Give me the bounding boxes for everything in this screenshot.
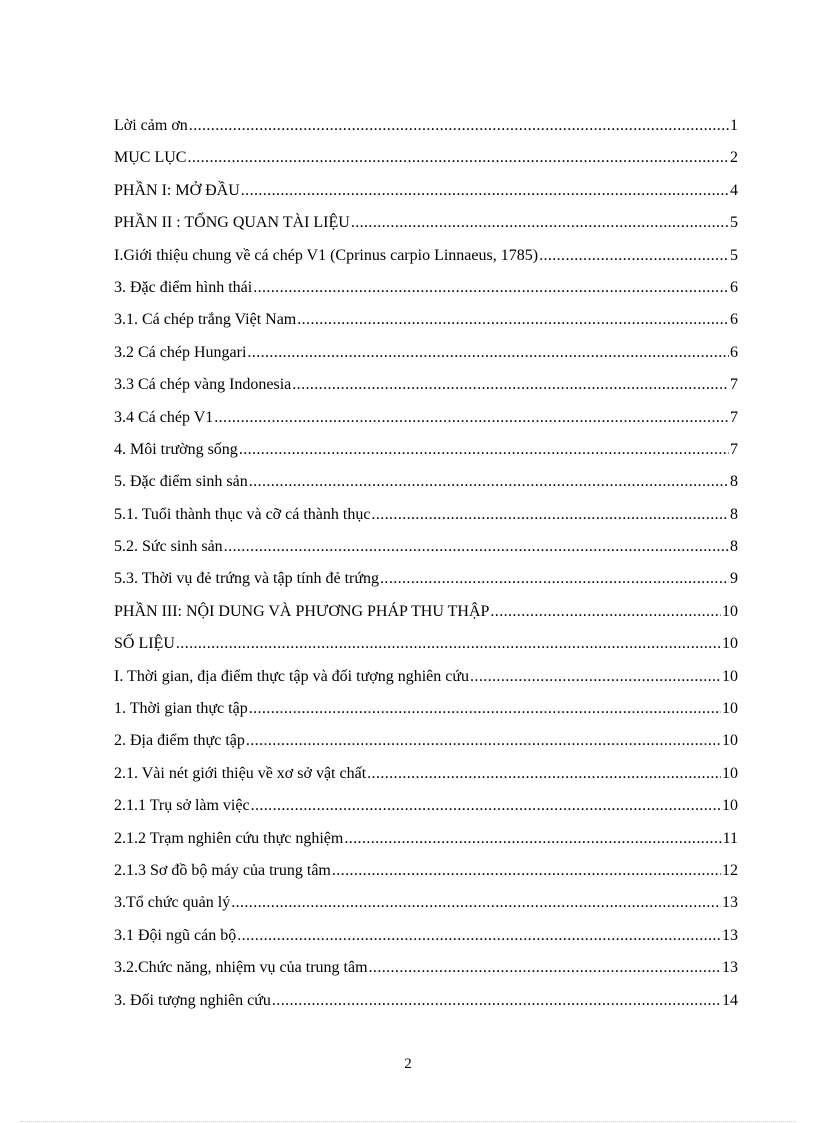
toc-entry-page: 8 xyxy=(729,466,738,498)
toc-entry-title: 5.2. Sức sinh sản xyxy=(114,531,224,563)
toc-entry-page: 10 xyxy=(721,693,738,725)
toc-entry-title: 2.1.1 Trụ sở làm việc xyxy=(114,790,251,822)
toc-entry-moi-truong-song[interactable] xyxy=(114,434,738,466)
toc-dot-leader xyxy=(490,596,721,628)
toc-dot-leader xyxy=(539,240,729,272)
toc-entry-dac-diem-sinh-san[interactable] xyxy=(114,466,738,498)
toc-entry-page: 6 xyxy=(729,337,738,369)
toc-entry-title: PHẦN III: NỘI DUNG VÀ PHƯƠNG PHÁP THU THẬP xyxy=(114,596,490,628)
toc-entry-page: 7 xyxy=(729,369,738,401)
toc-entry-tru-so[interactable] xyxy=(114,790,738,822)
toc-entry-page: 10 xyxy=(721,758,738,790)
toc-dot-leader xyxy=(241,175,729,207)
toc-entry-thoi-vu-de-trung[interactable] xyxy=(114,563,738,595)
toc-entry-page: 12 xyxy=(721,855,738,887)
toc-entry-page: 10 xyxy=(721,661,738,693)
toc-entry-gioi-thieu[interactable] xyxy=(114,240,738,272)
toc-dot-leader xyxy=(231,887,721,919)
toc-entry-ca-chep-vang[interactable] xyxy=(114,369,738,401)
toc-entry-page: 4 xyxy=(729,175,738,207)
toc-dot-leader xyxy=(247,337,729,369)
toc-entry-page: 13 xyxy=(721,952,738,984)
page-number: 2 xyxy=(404,1056,412,1072)
toc-dot-leader xyxy=(189,110,729,142)
toc-entry-doi-tuong-nghien-cuu[interactable] xyxy=(114,985,738,1017)
toc-dot-leader xyxy=(249,693,721,725)
toc-dot-leader xyxy=(239,434,729,466)
toc-entry-title: 5.1. Tuổi thành thục và cỡ cá thành thục xyxy=(114,499,371,531)
toc-dot-leader xyxy=(344,823,721,855)
toc-dot-leader xyxy=(246,725,721,757)
table-of-contents xyxy=(114,110,738,1017)
toc-entry-page: 1 xyxy=(729,110,738,142)
toc-entry-page: 5 xyxy=(729,207,738,239)
toc-dot-leader xyxy=(237,920,721,952)
toc-entry-title: 3.2.Chức năng, nhiệm vụ của trung tâm xyxy=(114,952,369,984)
toc-entry-loi-cam-on[interactable] xyxy=(114,110,738,142)
toc-dot-leader xyxy=(214,402,729,434)
toc-entry-dac-diem-hinh-thai[interactable] xyxy=(114,272,738,304)
toc-entry-page: 14 xyxy=(721,985,738,1017)
toc-entry-page: 7 xyxy=(729,402,738,434)
toc-entry-tuoi-thanh-thuc[interactable] xyxy=(114,499,738,531)
toc-entry-page: 6 xyxy=(729,272,738,304)
toc-entry-title: 4. Môi trường sống xyxy=(114,434,239,466)
toc-entry-phan-3[interactable] xyxy=(114,596,738,628)
toc-entry-title: 2.1.3 Sơ đồ bộ máy của trung tâm xyxy=(114,855,332,887)
toc-entry-ca-chep-v1[interactable] xyxy=(114,402,738,434)
toc-dot-leader xyxy=(367,758,721,790)
toc-entry-title: PHẦN II : TỔNG QUAN TÀI LIỆU xyxy=(114,207,351,239)
toc-entry-so-do-bo-may[interactable] xyxy=(114,855,738,887)
toc-entry-title: 3.2 Cá chép Hungari xyxy=(114,337,247,369)
toc-entry-page: 10 xyxy=(721,628,738,660)
toc-entry-title: 3. Đối tượng nghiên cứu xyxy=(114,985,272,1017)
toc-entry-suc-sinh-san[interactable] xyxy=(114,531,738,563)
toc-entry-to-chuc-quan-ly[interactable] xyxy=(114,887,738,919)
toc-entry-page: 6 xyxy=(729,304,738,336)
toc-entry-page: 13 xyxy=(721,887,738,919)
toc-dot-leader xyxy=(369,952,721,984)
toc-dot-leader xyxy=(470,661,721,693)
toc-entry-title: Lời cảm ơn xyxy=(114,110,189,142)
toc-entry-dia-diem-thuc-tap[interactable] xyxy=(114,725,738,757)
toc-dot-leader xyxy=(253,272,729,304)
toc-entry-title: 3.3 Cá chép vàng Indonesia xyxy=(114,369,292,401)
toc-dot-leader xyxy=(272,985,721,1017)
toc-entry-co-so-vat-chat[interactable] xyxy=(114,758,738,790)
toc-entry-page: 13 xyxy=(721,920,738,952)
toc-entry-thoi-gian-dia-diem[interactable] xyxy=(114,661,738,693)
toc-entry-title: 3.Tổ chức quản lý xyxy=(114,887,231,919)
toc-dot-leader xyxy=(351,207,729,239)
toc-entry-title: SỐ LIỆU xyxy=(114,628,176,660)
toc-dot-leader xyxy=(251,790,721,822)
toc-entry-title: 2.1.2 Trạm nghiên cứu thực nghiệm xyxy=(114,823,344,855)
toc-entry-title: I.Giới thiệu chung về cá chép V1 (Cprinus carpio Linnaeus, 1785) xyxy=(114,240,539,272)
toc-entry-page: 10 xyxy=(721,596,738,628)
toc-dot-leader xyxy=(332,855,721,887)
toc-entry-title: 2.1. Vài nét giới thiệu về xơ sở vật chất xyxy=(114,758,367,790)
toc-entry-page: 10 xyxy=(721,725,738,757)
toc-entry-ca-chep-trang[interactable] xyxy=(114,304,738,336)
toc-entry-ca-chep-hungari[interactable] xyxy=(114,337,738,369)
toc-entry-doi-ngu-can-bo[interactable] xyxy=(114,920,738,952)
toc-dot-leader xyxy=(297,304,729,336)
page-divider xyxy=(20,1121,796,1122)
toc-entry-title: 3.4 Cá chép V1 xyxy=(114,402,214,434)
toc-entry-thoi-gian-thuc-tap[interactable] xyxy=(114,693,738,725)
toc-entry-title: PHẦN I: MỞ ĐẦU xyxy=(114,175,241,207)
toc-entry-title: 3.1. Cá chép trắng Việt Nam xyxy=(114,304,297,336)
toc-entry-page: 10 xyxy=(721,790,738,822)
toc-dot-leader xyxy=(187,142,729,174)
toc-entry-page: 5 xyxy=(729,240,738,272)
toc-entry-title: 1. Thời gian thực tập xyxy=(114,693,249,725)
toc-entry-page: 8 xyxy=(729,499,738,531)
toc-dot-leader xyxy=(176,628,721,660)
toc-entry-title: 3.1 Đội ngũ cán bộ xyxy=(114,920,237,952)
toc-entry-muc-luc[interactable] xyxy=(114,142,738,174)
toc-entry-chuc-nang-nhiem-vu[interactable] xyxy=(114,952,738,984)
toc-entry-phan-2[interactable] xyxy=(114,207,738,239)
toc-dot-leader xyxy=(292,369,729,401)
toc-entry-page: 7 xyxy=(729,434,738,466)
toc-entry-page: 11 xyxy=(722,823,738,855)
toc-entry-page: 8 xyxy=(729,531,738,563)
toc-entry-page: 9 xyxy=(729,563,738,595)
toc-entry-title: I. Thời gian, địa điểm thực tập và đối tượng nghiên cứu xyxy=(114,661,470,693)
toc-entry-page: 2 xyxy=(729,142,738,174)
toc-entry-so-lieu[interactable] xyxy=(114,628,738,660)
toc-dot-leader xyxy=(371,499,729,531)
toc-entry-tram-nghien-cuu[interactable] xyxy=(114,823,738,855)
toc-dot-leader xyxy=(380,563,729,595)
toc-entry-title: 2. Địa điểm thực tập xyxy=(114,725,246,757)
toc-dot-leader xyxy=(249,466,729,498)
toc-entry-title: 3. Đặc điểm hình thái xyxy=(114,272,253,304)
toc-dot-leader xyxy=(224,531,729,563)
toc-entry-phan-1[interactable] xyxy=(114,175,738,207)
toc-entry-title: 5. Đặc điểm sinh sản xyxy=(114,466,249,498)
toc-entry-title: MỤC LỤC xyxy=(114,142,187,174)
toc-entry-title: 5.3. Thời vụ đẻ trứng và tập tính đẻ trứng xyxy=(114,563,380,595)
